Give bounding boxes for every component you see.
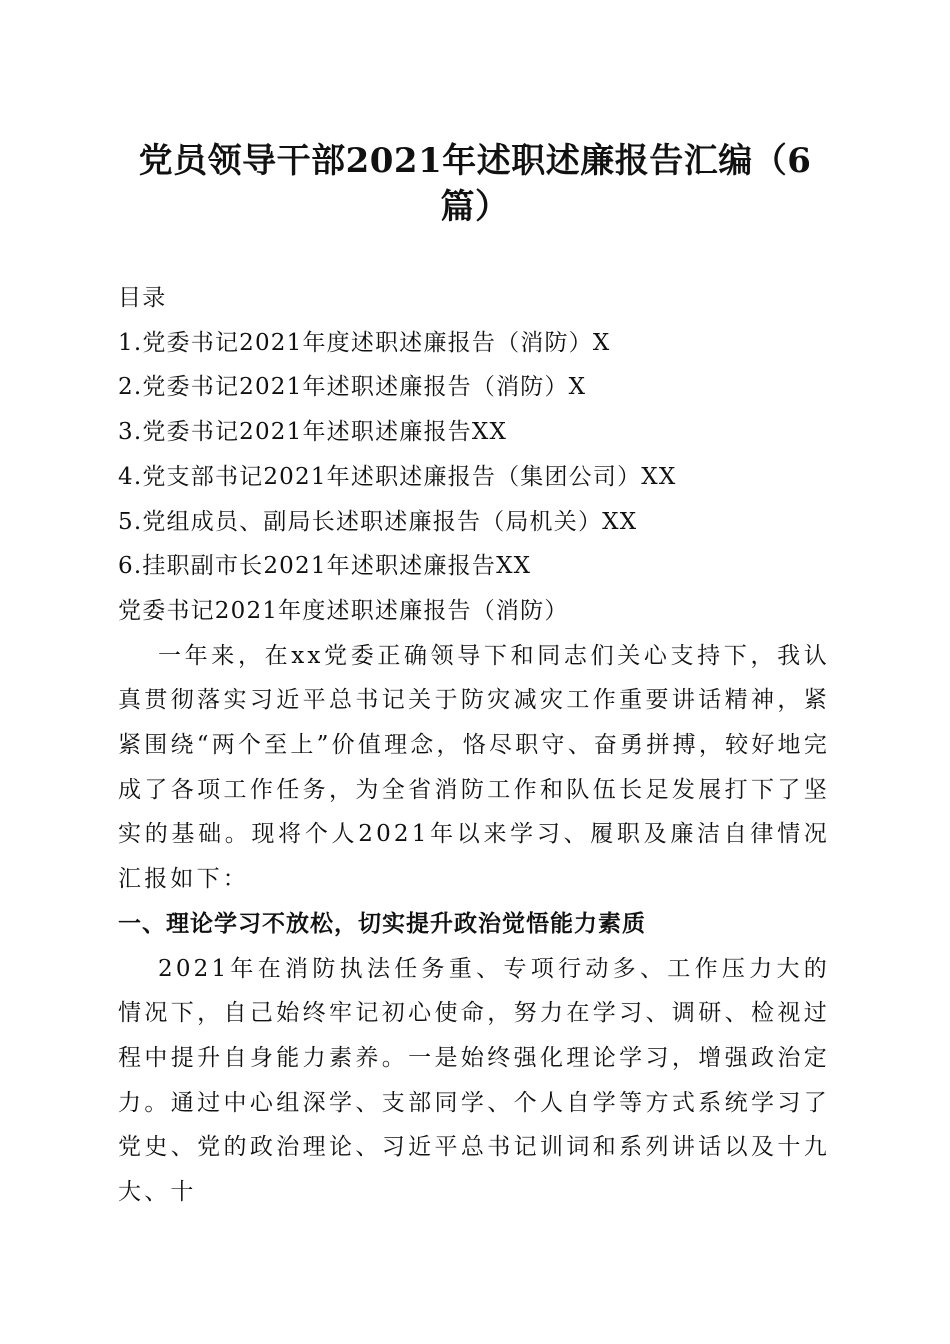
document-title: 党员领导干部2021年述职述廉报告汇编（6篇） [138, 141, 812, 227]
toc-item: 3.党委书记2021年述职述廉报告XX [118, 419, 508, 446]
document-body [118, 276, 830, 1215]
article-subtitle: 党委书记2021年度述职述廉报告（消防） [118, 597, 569, 624]
toc-item: 2.党委书记2021年述职述廉报告（消防）X [118, 374, 587, 401]
toc-item: 6.挂职副市长2021年述职述廉报告XX [118, 553, 532, 580]
intro-paragraph: 一年来，在xx党委正确领导下和同志们关心支持下，我认真贯彻落实习近平总书记关于防灾减灾工作重要讲话精神，紧紧围绕“两个至上”价值理念，恪尽职守、奋勇拼搏，较好地完成了各项工作任务，为全省消防工作和队伍长足发展打下了坚实的基础。现将个人2021年以来学习、履职及廉洁自律情况汇报如下： [118, 642, 830, 893]
section-heading: 一、理论学习不放松，切实提升政治觉悟能力素质 [118, 910, 646, 937]
section-paragraph: 2021年在消防执法任务重、专项行动多、工作压力大的情况下，自己始终牢记初心使命，努力在学习、调研、检视过程中提升自身能力素养。一是始终强化理论学习，增强政治定力。通过中心组深学、支部同学、个人自学等方式系统学习了党史、党的政治理论、习近平总书记训词和系列讲话以及十九大、十 [118, 955, 830, 1206]
toc-item: 4.党支部书记2021年述职述廉报告（集团公司）XX [118, 463, 677, 490]
toc-item: 1.党委书记2021年度述职述廉报告（消防）X [118, 329, 611, 356]
toc-item: 5.党组成员、副局长述职述廉报告（局机关）XX [118, 508, 638, 535]
toc-heading: 目录 [118, 285, 167, 311]
